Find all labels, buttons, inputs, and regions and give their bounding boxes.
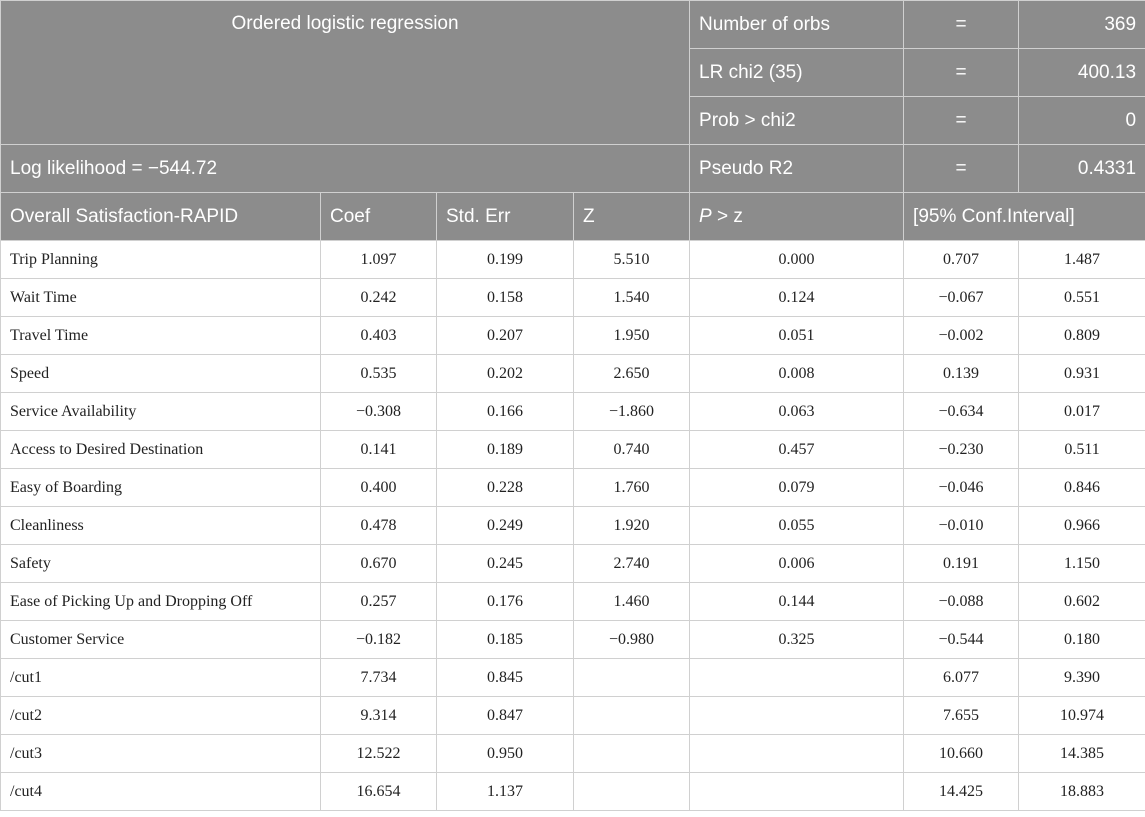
- row-ci-lower: −0.067: [904, 279, 1019, 317]
- row-z: 5.510: [574, 241, 690, 279]
- column-header-z: Z: [574, 193, 690, 241]
- row-ci-upper: 9.390: [1019, 659, 1145, 697]
- column-header-variable: Overall Satisfaction-RAPID: [1, 193, 321, 241]
- row-stderr: 0.847: [437, 697, 574, 735]
- row-coef: 0.257: [321, 583, 437, 621]
- table-row: [1, 469, 1145, 507]
- row-stderr: 0.950: [437, 735, 574, 773]
- stat-label: Prob > chi2: [690, 97, 904, 145]
- row-ci-lower: 7.655: [904, 697, 1019, 735]
- row-stderr: 0.176: [437, 583, 574, 621]
- row-coef: 0.242: [321, 279, 437, 317]
- table-row: [1, 697, 1145, 735]
- header-row: [1, 1, 1145, 49]
- row-variable: Wait Time: [1, 279, 321, 317]
- row-ci-upper: 0.846: [1019, 469, 1145, 507]
- row-ci-upper: 0.511: [1019, 431, 1145, 469]
- row-p-value: 0.051: [690, 317, 904, 355]
- row-coef: 0.535: [321, 355, 437, 393]
- row-stderr: 0.249: [437, 507, 574, 545]
- row-stderr: 0.245: [437, 545, 574, 583]
- row-z: 1.760: [574, 469, 690, 507]
- row-p-value: 0.325: [690, 621, 904, 659]
- stat-equals: =: [904, 1, 1019, 49]
- row-ci-upper: 0.602: [1019, 583, 1145, 621]
- row-p-value: [690, 697, 904, 735]
- row-coef: 0.141: [321, 431, 437, 469]
- row-ci-upper: 14.385: [1019, 735, 1145, 773]
- row-stderr: 0.228: [437, 469, 574, 507]
- row-variable: Customer Service: [1, 621, 321, 659]
- row-p-value: [690, 735, 904, 773]
- row-z: [574, 697, 690, 735]
- row-variable: Trip Planning: [1, 241, 321, 279]
- row-p-value: 0.008: [690, 355, 904, 393]
- row-p-value: 0.457: [690, 431, 904, 469]
- column-header-stderr: Std. Err: [437, 193, 574, 241]
- row-z: [574, 659, 690, 697]
- row-stderr: 0.199: [437, 241, 574, 279]
- stat-label: Number of orbs: [690, 1, 904, 49]
- row-stderr: 0.207: [437, 317, 574, 355]
- row-variable: Safety: [1, 545, 321, 583]
- table-header: [1, 1, 1145, 241]
- row-ci-lower: −0.002: [904, 317, 1019, 355]
- row-ci-upper: 0.966: [1019, 507, 1145, 545]
- row-ci-lower: 10.660: [904, 735, 1019, 773]
- row-ci-lower: −0.544: [904, 621, 1019, 659]
- row-ci-upper: 0.017: [1019, 393, 1145, 431]
- stat-label: Pseudo R2: [690, 145, 904, 193]
- row-coef: 1.097: [321, 241, 437, 279]
- column-header-row: [1, 193, 1145, 241]
- row-variable: /cut3: [1, 735, 321, 773]
- table-row: [1, 773, 1145, 811]
- table-row: [1, 735, 1145, 773]
- row-coef: 0.670: [321, 545, 437, 583]
- row-z: 1.950: [574, 317, 690, 355]
- row-z: [574, 773, 690, 811]
- table-row: [1, 241, 1145, 279]
- row-variable: Cleanliness: [1, 507, 321, 545]
- stat-equals: =: [904, 97, 1019, 145]
- row-p-value: 0.063: [690, 393, 904, 431]
- column-header-p-suffix: > z: [711, 205, 743, 227]
- row-variable: Speed: [1, 355, 321, 393]
- row-stderr: 0.166: [437, 393, 574, 431]
- row-z: 2.740: [574, 545, 690, 583]
- row-stderr: 0.202: [437, 355, 574, 393]
- row-z: 0.740: [574, 431, 690, 469]
- row-ci-lower: 0.139: [904, 355, 1019, 393]
- column-header-p: [690, 193, 904, 241]
- table-row: [1, 659, 1145, 697]
- row-coef: 9.314: [321, 697, 437, 735]
- table-row: [1, 393, 1145, 431]
- column-header-p-symbol: P: [699, 205, 712, 227]
- column-header-ci: [95% Conf.Interval]: [904, 193, 1145, 241]
- row-z: 1.460: [574, 583, 690, 621]
- stat-value: 0.4331: [1019, 145, 1145, 193]
- row-ci-upper: 10.974: [1019, 697, 1145, 735]
- table-row: [1, 621, 1145, 659]
- row-variable: /cut1: [1, 659, 321, 697]
- row-variable: Travel Time: [1, 317, 321, 355]
- row-z: −1.860: [574, 393, 690, 431]
- row-coef: 0.403: [321, 317, 437, 355]
- row-ci-lower: 14.425: [904, 773, 1019, 811]
- row-ci-upper: 0.809: [1019, 317, 1145, 355]
- row-z: 1.540: [574, 279, 690, 317]
- row-ci-lower: 6.077: [904, 659, 1019, 697]
- row-ci-upper: 0.931: [1019, 355, 1145, 393]
- row-variable: Service Availability: [1, 393, 321, 431]
- row-ci-lower: 0.707: [904, 241, 1019, 279]
- row-ci-lower: −0.230: [904, 431, 1019, 469]
- row-variable: Easy of Boarding: [1, 469, 321, 507]
- table-row: [1, 583, 1145, 621]
- table-row: [1, 279, 1145, 317]
- row-ci-upper: 18.883: [1019, 773, 1145, 811]
- row-coef: −0.308: [321, 393, 437, 431]
- stat-equals: =: [904, 49, 1019, 97]
- row-coef: 16.654: [321, 773, 437, 811]
- row-coef: 0.400: [321, 469, 437, 507]
- row-ci-lower: −0.634: [904, 393, 1019, 431]
- stat-equals: =: [904, 145, 1019, 193]
- row-p-value: 0.124: [690, 279, 904, 317]
- stat-value: 400.13: [1019, 49, 1145, 97]
- row-p-value: 0.006: [690, 545, 904, 583]
- row-p-value: 0.079: [690, 469, 904, 507]
- row-variable: Ease of Picking Up and Dropping Off: [1, 583, 321, 621]
- row-stderr: 0.189: [437, 431, 574, 469]
- row-p-value: 0.055: [690, 507, 904, 545]
- model-title: Ordered logistic regression: [1, 1, 690, 145]
- header-row: [1, 145, 1145, 193]
- row-ci-upper: 0.551: [1019, 279, 1145, 317]
- row-ci-lower: −0.088: [904, 583, 1019, 621]
- row-p-value: [690, 659, 904, 697]
- row-variable: /cut2: [1, 697, 321, 735]
- table-body: [1, 241, 1145, 811]
- row-ci-lower: 0.191: [904, 545, 1019, 583]
- row-ci-upper: 1.487: [1019, 241, 1145, 279]
- row-p-value: 0.144: [690, 583, 904, 621]
- row-coef: 12.522: [321, 735, 437, 773]
- row-ci-lower: −0.046: [904, 469, 1019, 507]
- table-row: [1, 507, 1145, 545]
- row-p-value: 0.000: [690, 241, 904, 279]
- row-coef: −0.182: [321, 621, 437, 659]
- table-row: [1, 317, 1145, 355]
- row-stderr: 0.845: [437, 659, 574, 697]
- row-ci-lower: −0.010: [904, 507, 1019, 545]
- row-coef: 0.478: [321, 507, 437, 545]
- row-variable: Access to Desired Destination: [1, 431, 321, 469]
- stat-value: 0: [1019, 97, 1145, 145]
- row-ci-upper: 1.150: [1019, 545, 1145, 583]
- log-likelihood: Log likelihood = −544.72: [1, 145, 690, 193]
- row-z: [574, 735, 690, 773]
- row-stderr: 0.158: [437, 279, 574, 317]
- row-coef: 7.734: [321, 659, 437, 697]
- row-z: −0.980: [574, 621, 690, 659]
- table-row: [1, 545, 1145, 583]
- table-row: [1, 431, 1145, 469]
- row-stderr: 0.185: [437, 621, 574, 659]
- row-variable: /cut4: [1, 773, 321, 811]
- column-header-coef: Coef: [321, 193, 437, 241]
- stat-label: LR chi2 (35): [690, 49, 904, 97]
- row-stderr: 1.137: [437, 773, 574, 811]
- row-p-value: [690, 773, 904, 811]
- stat-value: 369: [1019, 1, 1145, 49]
- row-z: 1.920: [574, 507, 690, 545]
- row-z: 2.650: [574, 355, 690, 393]
- table-row: [1, 355, 1145, 393]
- row-ci-upper: 0.180: [1019, 621, 1145, 659]
